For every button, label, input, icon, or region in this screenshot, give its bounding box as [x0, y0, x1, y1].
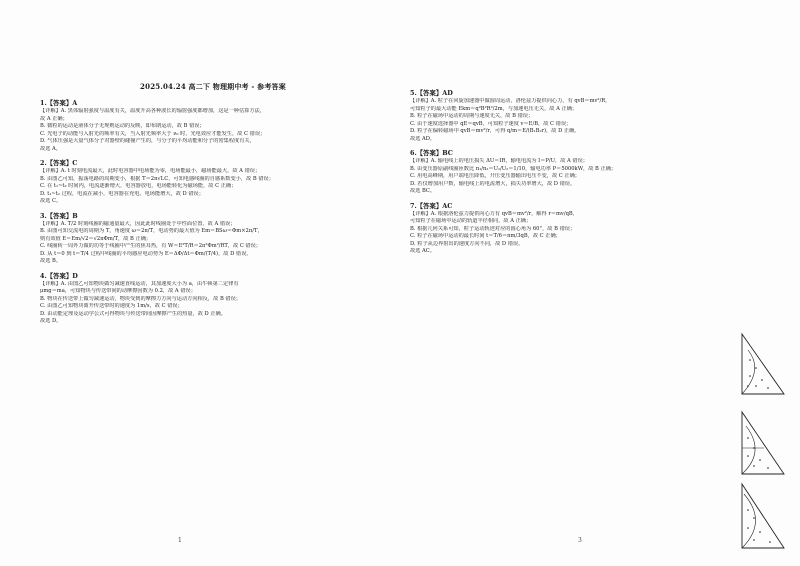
explanation-line: D. 由动能定理及运动学公式可得物块与传送带间因摩擦产生的热量，故 D 正确。 [40, 310, 226, 317]
explanation-line: D. 若仅增加用户数，输电线上的电流增大，损失功率增大，故 D 错误。 [410, 180, 576, 187]
answer-heading: 1.【答案】A [40, 99, 78, 107]
explanation-line: 【详解】A. 输电线上的电压损失 ΔU＝IR，输电电流为 I＝P/U，故 A 错误； [410, 158, 588, 164]
explanation-line: 故选 AD。 [410, 135, 436, 142]
page-number: 3 [578, 537, 582, 544]
explanation-line: 【详解】A. 由图乙可知物块做匀减速直线运动，其加速度大小为 a，由牛顿第二定律有 [40, 280, 239, 287]
answer-heading: 5.【答案】AD [410, 89, 453, 97]
explanation-line: 故 A 正确； [40, 115, 68, 122]
answer-block [410, 148, 786, 196]
page-number: 1 [178, 537, 182, 544]
explanation-line: C. 由图乙可知物块离开传送带时的速度为 1m/s，故 C 错误； [40, 303, 183, 309]
explanation-line: 故选 D。 [40, 318, 62, 324]
explanation-line: D. 粒子在偏转磁场中 qvB＝mv²/r，可得 q/m＝E/(B₁B₂r)，故 D 正确。 [410, 128, 580, 134]
explanation-line: 【详解】A. t 时刻电流最大，此时电容器中电场能为零，电场能最小，磁场能最大，故 A 错误； [40, 168, 261, 174]
answer-block [40, 98, 386, 153]
explanation-line: 可知粒子在磁场中运动的轨道半径相同，故 A 正确； [410, 218, 532, 224]
explanation-line: C. 线圈转一周外力做的功等于线圈中产生的焦耳热，有 W＝E²T/R＝2π²Φm²/RT，故 C 错误； [40, 243, 261, 249]
answer-heading: 7.【答案】AC [410, 201, 453, 210]
explanation-line: C. 粒子在磁场中运动的最长时间 t＝T/6＝πm/3qB，故 C 正确； [410, 233, 561, 239]
answer-block [410, 201, 786, 256]
explanation-line: μmg＝ma，可知物块与传送带间的动摩擦因数为 0.2，故 A 错误； [40, 288, 196, 294]
answer-heading: 2.【答案】C [40, 159, 78, 167]
answer-block [410, 88, 786, 143]
answer-heading: 4.【答案】D [40, 271, 78, 280]
explanation-line: D. 气体压强是大量气体分子对器壁的碰撞产生的，与分子的平均动能和分子的密集程度有关， [40, 138, 255, 144]
explanation-line: C. 由于速度选择器中 qE＝qvB，可知粒子速度 v＝E/B，故 C 错误； [410, 120, 572, 127]
explanation-line: 故选 B。 [40, 258, 62, 264]
answer-heading: 3.【答案】B [40, 211, 78, 220]
explanation-line: 故选 C。 [40, 198, 62, 204]
answer-block [40, 211, 386, 266]
explanation-line: 故选 AC。 [410, 248, 435, 254]
answer-block [40, 271, 386, 326]
answer-heading: 6.【答案】BC [410, 149, 453, 157]
explanation-line: 【详解】A. 粒子在回旋加速器中做圆周运动，洛伦兹力提供向心力，有 qvB＝mv²/R， [410, 98, 611, 104]
explanation-line: 【详解】A. 黑体辐射强度与温度有关，温度升高各种波长的辐射强度都增加，这是一种估算方法， [40, 108, 265, 114]
right-page [400, 0, 800, 566]
explanation-line: B. 由变压器原副线圈匝数比 n₁/n₂＝U₁/U₂＝1/10，输电功率 P＝5000kW，故 B 正确； [410, 165, 617, 172]
explanation-line: D. t₁~t₂ 过程，电流在减小，电容器在充电，电场能增大，故 D 错误； [40, 190, 204, 197]
explanation-line: C. 光电子的动能与入射光的频率有关，当入射光频率大于 ν₀ 时，光电效应才能发生，故 C 错误； [40, 130, 266, 137]
explanation-line: D. 粒子从边界射出的速度方向不同，故 D 错误。 [410, 240, 524, 247]
right-answer-list [410, 88, 786, 256]
explanation-line: C. 在 t₁~t₂ 时间内，电流逐渐增大，电容器放电，电场能转化为磁场能，故 C 正确； [40, 183, 237, 189]
explanation-line: 故选 BC。 [410, 188, 436, 194]
explanation-line: 【详解】A. T/2 时刻线圈的磁通量最大，因此此时线圈处于中性面位置，故 A 错误； [40, 220, 236, 227]
explanation-line: 则有效值 E＝Em/√2＝√2πΦm/T，故 B 正确； [40, 235, 152, 242]
answer-block [40, 158, 386, 206]
triangle-figure-a [734, 330, 788, 398]
explanation-line: 【详解】A. 根据洛伦兹力提供向心力有 qvB＝mv²/r，解得 r＝mv/qB， [410, 210, 578, 217]
explanation-line: B. 物块在传送带上做匀减速运动，物块受到的摩擦力方向与运动方向相反，故 B 错误； [40, 295, 241, 302]
left-answer-list [40, 98, 386, 326]
explanation-line: B. 根据几何关系可知，粒子运动轨迹对应的圆心角为 60°，故 B 错误； [410, 225, 576, 232]
explanation-line: 可知粒子的最大动能 Ekm＝q²B²R²/2m，与加速电压无关，故 A 正确； [410, 105, 578, 112]
explanation-line: B. 粒子在磁场中运动的周期与速度无关，故 B 错误； [410, 113, 534, 119]
triangle-figure-c [734, 482, 788, 554]
explanation-line: C. 用电高峰期，用户端电压降低，升压变压器输出电压不变，故 C 正确； [410, 173, 580, 179]
document-title: 2025.04.24 高二下 物理期中考 - 参考答案 [140, 82, 286, 91]
explanation-line: B. 由图可知交流电的周期为 T，角速度 ω＝2π/T，电动势的最大值为 Em＝BSω＝Φm×2π/T， [40, 228, 263, 234]
explanation-line: B. 微粒的运动是液体分子无规则运动的反映，即布朗运动，故 B 错误； [40, 123, 205, 129]
explanation-line: D. 从 t＝0 到 t＝T/4 过程中线圈的平均感应电动势为 E＝ΔΦ/Δt＝Φm/(T/4)，故 D 错误。 [40, 250, 252, 257]
explanation-line: 故选 A。 [40, 145, 61, 152]
triangle-figure-b [734, 408, 788, 478]
explanation-line: B. 由图乙可知，振荡电路的周期变小，根据 T＝2π√LC，可知电感线圈的自感系数变小，故 B 错误； [40, 175, 274, 182]
